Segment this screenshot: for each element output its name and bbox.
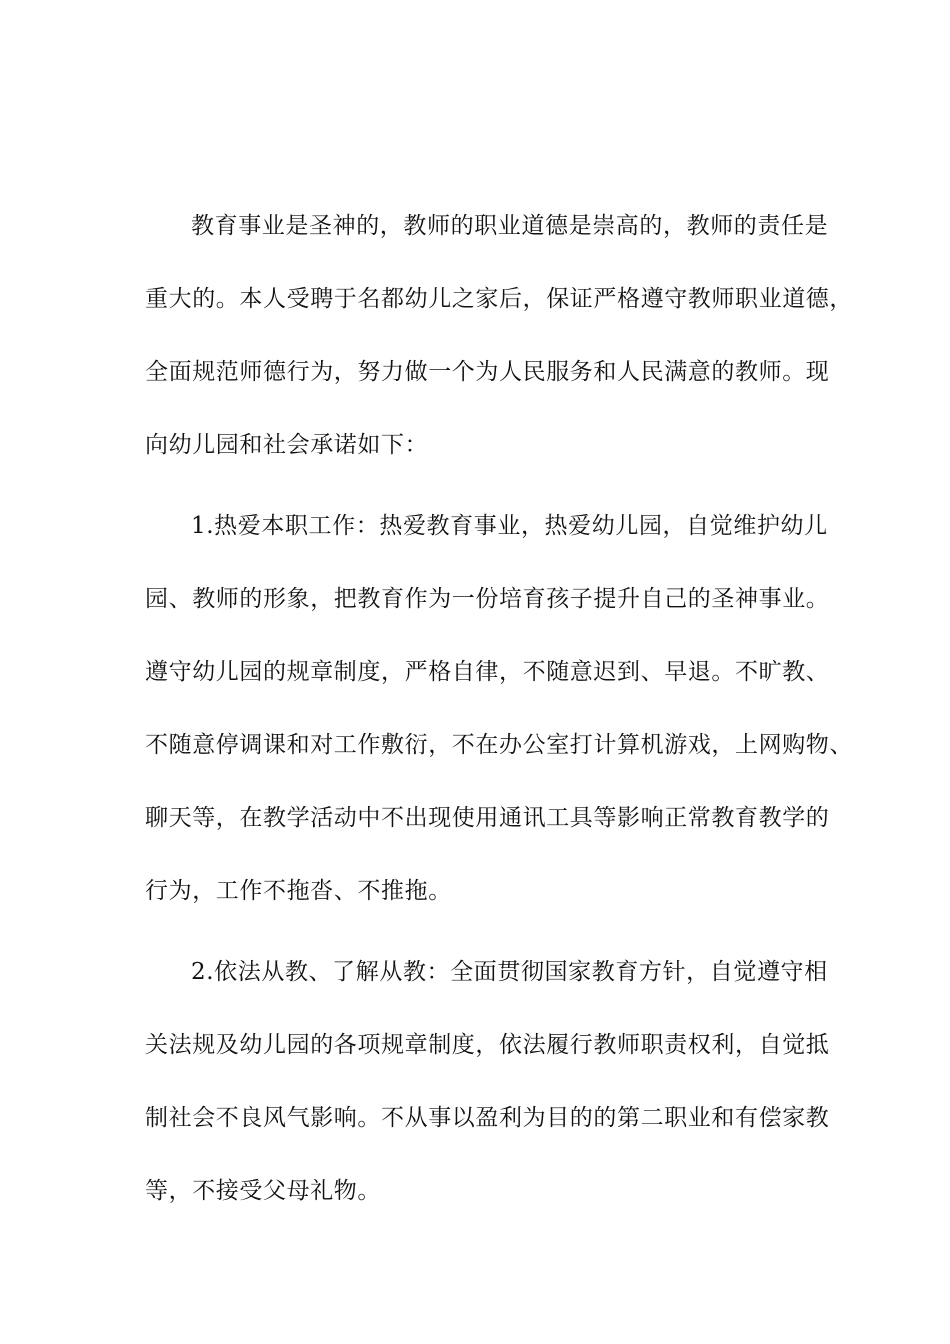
paragraph-1-line-1: 教育事业是圣神的，教师的职业道德是崇高的，教师的责任是	[191, 213, 829, 239]
paragraph-3-line-2: 关法规及幼儿园的各项规章制度，依法履行教师职责权利，自觉抵	[145, 1032, 830, 1058]
paragraph-3-line-3: 制社会不良风气影响。不从事以盈利为目的的第二职业和有偿家教	[145, 1105, 830, 1131]
paragraph-1-line-3: 全面规范师德行为，努力做一个为人民服务和人民满意的教师。现	[145, 359, 830, 385]
paragraph-1-line-2: 重大的。本人受聘于名都幼儿之家后，保证严格遵守教师职业道德，	[145, 286, 853, 312]
paragraph-3-line-4: 等，不接受父母礼物。	[145, 1178, 381, 1204]
paragraph-3-line-1: 2.依法从教、了解从教：全面贯彻国家教育方针，自觉遵守相	[191, 959, 828, 985]
paragraph-2-line-5: 聊天等，在教学活动中不出现使用通讯工具等影响正常教育教学的	[145, 805, 830, 831]
paragraph-2-line-2: 园、教师的形象，把教育作为一份培育孩子提升自己的圣神事业。	[145, 586, 830, 612]
paragraph-2-line-1: 1.热爱本职工作：热爱教育事业，热爱幼儿园，自觉维护幼儿	[191, 513, 828, 539]
paragraph-2-line-3: 遵守幼儿园的规章制度，严格自律，不随意迟到、早退。不旷教、	[145, 659, 830, 685]
paragraph-2-line-6: 行为，工作不拖沓、不推拖。	[145, 878, 452, 904]
paragraph-2-line-4: 不随意停调课和对工作敷衍，不在办公室打计算机游戏，上网购物、	[145, 732, 853, 758]
paragraph-1-line-4: 向幼儿园和社会承诺如下：	[145, 432, 429, 458]
